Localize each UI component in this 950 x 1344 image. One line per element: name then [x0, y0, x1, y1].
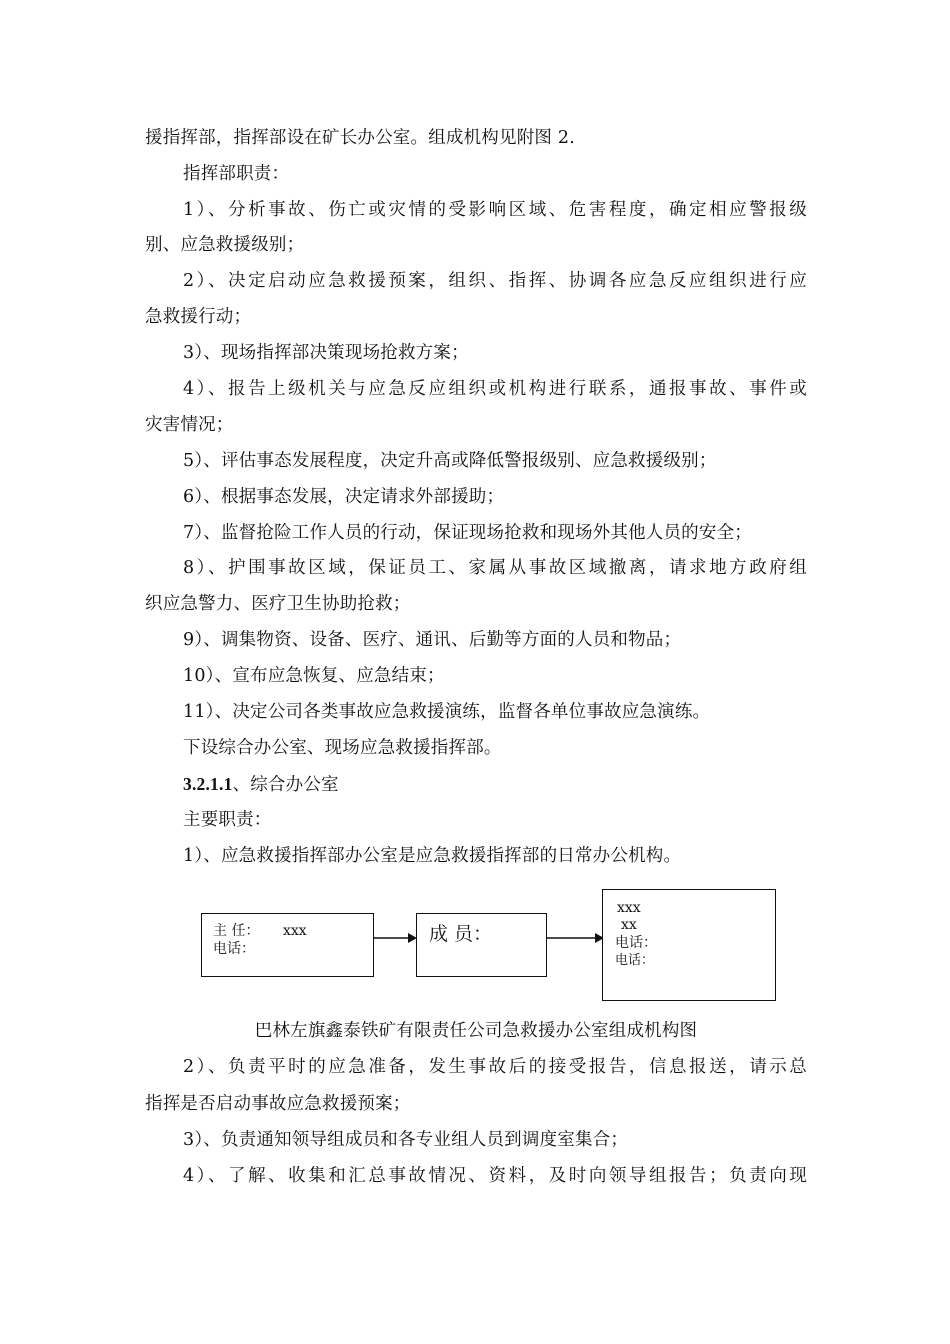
- paragraph-line: 9）、调集物资、设备、医疗、通讯、后勤等方面的人员和物品；: [183, 630, 682, 650]
- paragraph-line: 2）、决定启动应急救援预案，组织、指挥、协调各应急反应组织进行应: [183, 271, 807, 291]
- paragraph-line: 1）、分析事故、伤亡或灾情的受影响区域、危害程度，确定相应警报级: [183, 200, 807, 220]
- member-name-1: xxx: [617, 900, 641, 916]
- paragraph-line: 3）、现场指挥部决策现场抢救方案；: [183, 343, 469, 363]
- paragraph-line: 4）、了解、收集和汇总事故情况、资料，及时向领导组报告；负责向现: [183, 1166, 807, 1186]
- paragraph-heading: 主要职责：: [183, 810, 272, 830]
- director-label: 主 任：: [213, 923, 260, 939]
- arrow-right-icon: [546, 930, 606, 946]
- arrow-right-icon: [373, 930, 419, 946]
- paragraph-line: 急救援行动；: [145, 307, 252, 327]
- section-heading: [183, 772, 950, 797]
- paragraph-line: 11）、决定公司各类事故应急救援演练，监督各单位事故应急演练。: [183, 702, 711, 722]
- paragraph-line: 6）、根据事态发展，决定请求外部援助；: [183, 487, 505, 507]
- director-box: [201, 913, 374, 977]
- paragraph-heading: 指挥部职责：: [183, 164, 290, 184]
- members-box: [416, 913, 547, 977]
- paragraph-line: 10）、宣布应急恢复、应急结束；: [183, 666, 445, 686]
- member-phone-1: 电话：: [615, 935, 657, 951]
- paragraph-line: 5）、评估事态发展程度，决定升高或降低警报级别、应急救援级别；: [183, 451, 717, 471]
- paragraph-line: 3）、负责通知领导组成员和各专业组人员到调度室集合；: [183, 1130, 629, 1150]
- paragraph-line: 8）、护围事故区域，保证员工、家属从事故区域撤离，请求地方政府组: [183, 558, 807, 578]
- members-label: 成 员：: [429, 923, 493, 945]
- members-detail-box: [602, 889, 776, 1001]
- paragraph-line: 1）、应急救援指挥部办公室是应急救援指挥部的日常办公机构。: [183, 846, 682, 866]
- director-phone-label: 电话：: [213, 941, 255, 957]
- member-phone-2: 电话：: [615, 953, 655, 968]
- paragraph-line: 2）、负责平时的应急准备，发生事故后的接受报告，信息报送，请示总: [183, 1057, 807, 1077]
- section-title: 、综合办公室: [232, 775, 339, 795]
- director-name: xxx: [283, 923, 307, 939]
- section-number: 3.2.1.1: [183, 774, 233, 794]
- paragraph-line: 援指挥部，指挥部设在矿长办公室。组成机构见附图 2.: [145, 128, 575, 148]
- paragraph-line: 织应急警力、医疗卫生协助抢救；: [145, 594, 411, 614]
- paragraph-line: 4）、报告上级机关与应急反应组织或机构进行联系，通报事故、事件或: [183, 379, 807, 399]
- member-name-2: xx: [621, 917, 637, 933]
- figure-caption: 巴林左旗鑫泰铁矿有限责任公司急救援办公室组成机构图: [254, 1021, 698, 1041]
- paragraph-line: 7）、监督抢险工作人员的行动，保证现场抢救和现场外其他人员的安全；: [183, 523, 752, 543]
- paragraph-line: 指挥是否启动事故应急救援预案；: [145, 1094, 411, 1114]
- paragraph-line: 灾害情况；: [145, 415, 234, 435]
- paragraph-line: 别、应急救援级别；: [145, 235, 305, 255]
- paragraph-line: 下设综合办公室、现场应急救援指挥部。: [183, 738, 502, 758]
